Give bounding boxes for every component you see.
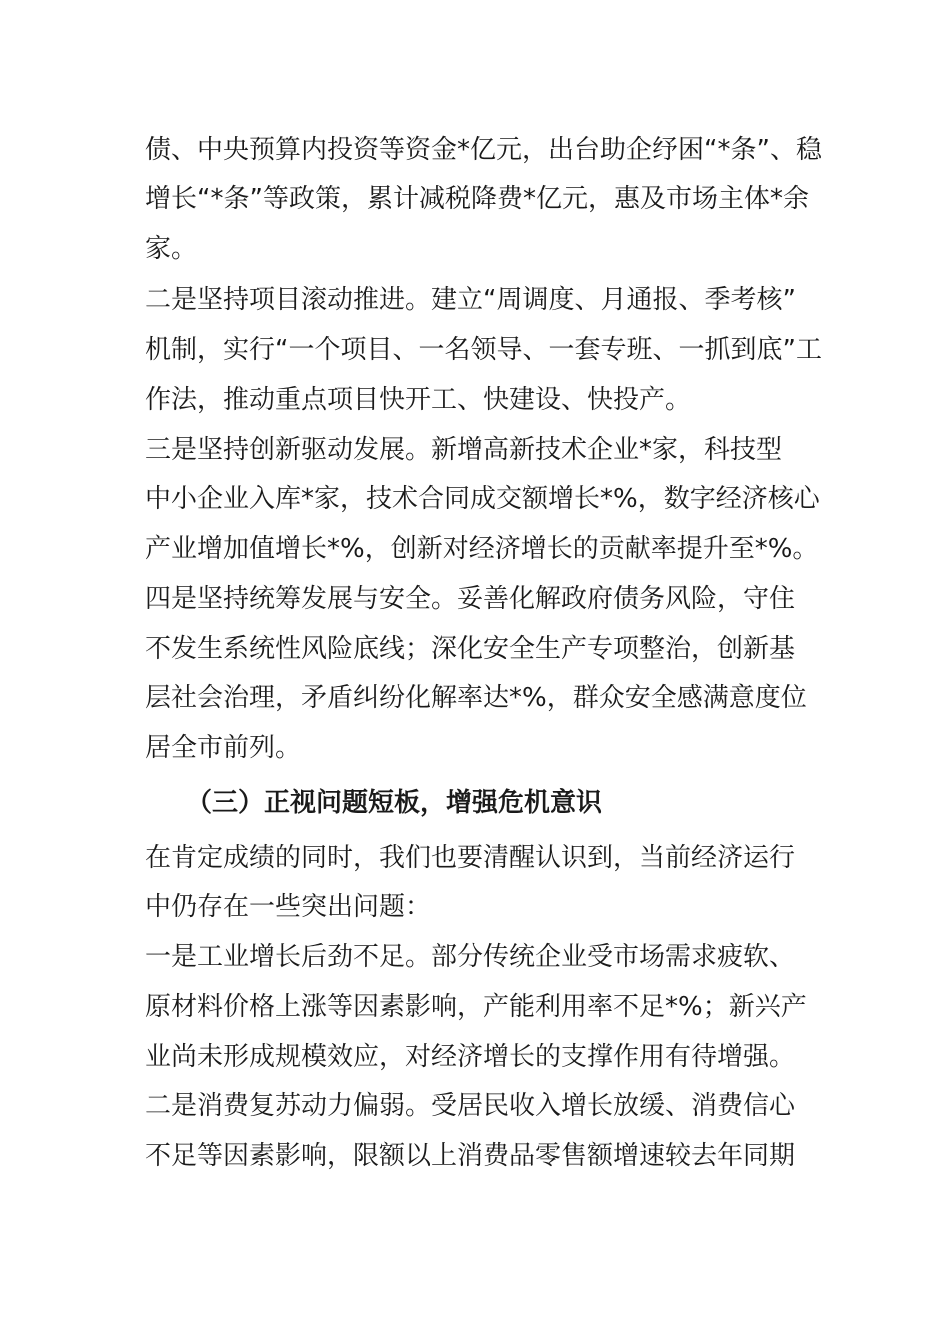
paragraph-start-line: 二是坚持项目滚动推进。建立“周调度、月通报、季考核”: [145, 285, 796, 315]
paragraph-start-line: 二是消费复苏动力偏弱。受居民收入增长放缓、消费信心: [145, 1091, 796, 1121]
text-line: 家。: [145, 234, 198, 264]
paragraph-start-line: 三是坚持创新驱动发展。新增高新技术企业*家，科技型: [145, 435, 783, 465]
text-line: 中小企业入库*家，技术合同成交额增长*%，数字经济核心: [145, 484, 820, 514]
paragraph-start-line: 一是工业增长后劲不足。部分传统企业受市场需求疲软、: [145, 942, 796, 972]
text-line: 居全市前列。: [145, 733, 302, 763]
paragraph-start-line: 在肯定成绩的同时，我们也要清醒认识到，当前经济运行: [145, 843, 796, 873]
text-line: 作法，推动重点项目快开工、快建设、快投产。: [145, 385, 692, 415]
text-line: 不足等因素影响，限额以上消费品零售额增速较去年同期: [145, 1141, 796, 1171]
paragraph-start-line: 四是坚持统筹发展与安全。妥善化解政府债务风险，守住: [145, 584, 796, 614]
text-line: 机制，实行“一个项目、一名领导、一套专班、一抓到底”工: [145, 335, 822, 365]
text-line: 增长“*条”等政策，累计减税降费*亿元，惠及市场主体*余: [145, 184, 809, 214]
text-line: 债、中央预算内投资等资金*亿元，出台助企纾困“*条”、稳: [145, 135, 822, 165]
text-line: 不发生系统性风险底线；深化安全生产专项整治，创新基: [145, 634, 796, 664]
text-line: 产业增加值增长*%，创新对经济增长的贡献率提升至*%。: [145, 534, 819, 564]
text-line: 中仍存在一些突出问题：: [145, 892, 432, 922]
section-heading: （三）正视问题短板，增强危机意识: [186, 788, 603, 818]
text-line: 业尚未形成规模效应，对经济增长的支撑作用有待增强。: [145, 1042, 796, 1072]
text-line: 原材料价格上涨等因素影响，产能利用率不足*%；新兴产: [145, 992, 807, 1022]
text-line: 层社会治理，矛盾纠纷化解率达*%，群众安全感满意度位: [145, 683, 807, 713]
